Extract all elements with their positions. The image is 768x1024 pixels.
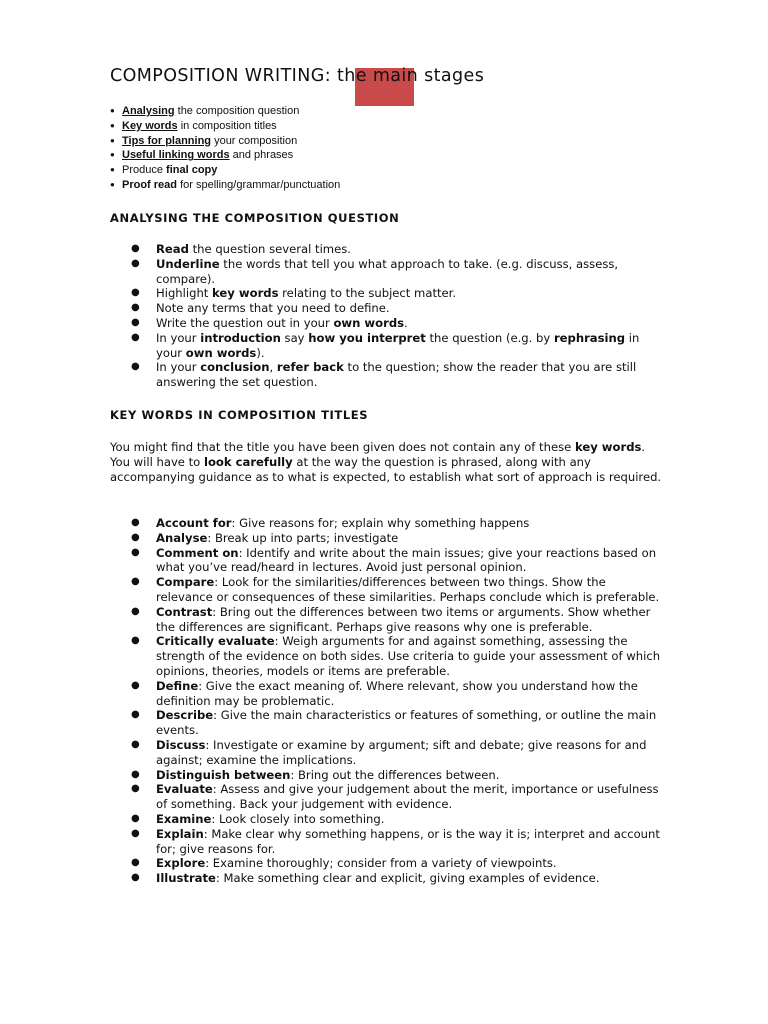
list-item: ● Note any terms that you need to define. bbox=[131, 301, 390, 316]
list-item: ● In your conclusion, refer back to the question; show the reader that you are still answering the set question. bbox=[131, 360, 637, 390]
bullet-icon: ● bbox=[131, 679, 140, 691]
bullet-icon: ● bbox=[131, 546, 140, 558]
bullet-icon: ● bbox=[131, 287, 140, 299]
bullet-icon: ● bbox=[131, 331, 140, 343]
list-item: ● Evaluate: Assess and give your judgement about the merit, importance or usefulness of something. Back your judgement with evidence. bbox=[131, 782, 659, 812]
list-item: ● Proof read for spelling/grammar/punctuation bbox=[110, 178, 341, 191]
list-item: ● Comment on: Identify and write about the main issues; give your reactions based on what you’ve read/heard in lectures. Avoid just personal opinion. bbox=[131, 545, 657, 575]
bullet-icon: ● bbox=[131, 783, 140, 795]
bullet-icon: ● bbox=[110, 165, 115, 175]
list-item: ● Analysing the composition question bbox=[110, 105, 300, 117]
list-item: ● Explain: Make clear why something happens, or is the way it is; interpret and account for; give reasons for. bbox=[131, 826, 660, 856]
bullet-icon: ● bbox=[110, 179, 115, 189]
key-words-list bbox=[131, 516, 661, 886]
list-item: ● Write the question out in your own words. bbox=[131, 315, 408, 330]
bullet-icon: ● bbox=[131, 361, 140, 373]
intro-paragraph: You might find that the title you have been given does not contain any of these key words. You will have to look carefully at the way the question is phrased, along with any accompanying guidance as to what is expected, to establish what sort of approach is required. bbox=[110, 440, 662, 484]
bullet-icon: ● bbox=[131, 857, 140, 869]
bullet-icon: ● bbox=[131, 316, 140, 328]
bullet-icon: ● bbox=[131, 872, 140, 884]
list-item: ● Critically evaluate: Weigh arguments for and against something, assessing the strength of the evidence on both sides. Use criteria to guide your assessment of which opinions, theories, models or items are preferable. bbox=[131, 634, 661, 678]
list-item: ● Compare: Look for the similarities/differences between two things. Show the relevance or consequences of these similarities. Perhaps conclude which is preferable. bbox=[131, 575, 660, 604]
list-item: ● Define: Give the exact meaning of. Where relevant, show you understand how the definition may be problematic. bbox=[131, 678, 638, 708]
section-heading-analysing: ANALYSING THE COMPOSITION QUESTION bbox=[110, 211, 400, 225]
bullet-icon: ● bbox=[110, 150, 115, 160]
bullet-icon: ● bbox=[131, 531, 140, 543]
bullet-icon: ● bbox=[131, 243, 140, 254]
list-item: ● Describe: Give the main characteristics or features of something, or outline the main events. bbox=[131, 708, 657, 738]
bullet-icon: ● bbox=[131, 738, 140, 750]
bullet-icon: ● bbox=[110, 120, 115, 130]
bullet-icon: ● bbox=[131, 812, 140, 824]
list-item: ● Explore: Examine thoroughly; consider from a variety of viewpoints. bbox=[131, 856, 557, 871]
bullet-icon: ● bbox=[131, 517, 140, 528]
bullet-icon: ● bbox=[131, 635, 140, 647]
bullet-icon: ● bbox=[131, 576, 140, 588]
list-item: ● Contrast: Bring out the differences between two items or arguments. Show whether the differences are significant. Perhaps give reasons why one is preferable. bbox=[131, 604, 651, 634]
list-item: ● Underline the words that tell you what approach to take. (e.g. discuss, assess, compare). bbox=[131, 256, 619, 286]
bullet-icon: ● bbox=[131, 709, 140, 721]
list-item: ● Produce final copy bbox=[110, 164, 218, 177]
list-item: ● Highlight key words relating to the subject matter. bbox=[131, 286, 457, 301]
contents-list bbox=[110, 104, 340, 193]
bullet-icon: ● bbox=[110, 135, 115, 145]
list-item: ● In your introduction say how you interpret the question (e.g. by rephrasing in your own words). bbox=[131, 330, 640, 360]
list-item: ● Key words in composition titles bbox=[110, 119, 277, 132]
bullet-icon: ● bbox=[131, 257, 140, 269]
bullet-icon: ● bbox=[131, 768, 140, 780]
list-item: ● Analyse: Break up into parts; investigate bbox=[131, 530, 399, 545]
list-item: ● Illustrate: Make something clear and explicit, giving examples of evidence. bbox=[131, 871, 600, 886]
page-title: COMPOSITION WRITING: the main stages bbox=[110, 66, 485, 86]
list-item: ● Discuss: Investigate or examine by argument; sift and debate; give reasons for and against; examine the implications. bbox=[131, 737, 647, 767]
bullet-icon: ● bbox=[110, 106, 115, 115]
bullet-icon: ● bbox=[131, 827, 140, 839]
list-item: ● Examine: Look closely into something. bbox=[131, 811, 385, 826]
list-item: ● Read the question several times. bbox=[131, 242, 351, 256]
list-item: ● Tips for planning your composition bbox=[110, 134, 298, 147]
analysing-list bbox=[131, 242, 661, 390]
bullet-icon: ● bbox=[131, 302, 140, 314]
list-item: ● Useful linking words and phrases bbox=[110, 149, 294, 162]
list-item: ● Account for: Give reasons for; explain why something happens bbox=[131, 516, 530, 530]
section-heading-key-words: KEY WORDS IN COMPOSITION TITLES bbox=[110, 408, 369, 422]
bullet-icon: ● bbox=[131, 605, 140, 617]
list-item: ● Distinguish between: Bring out the differences between. bbox=[131, 767, 500, 782]
